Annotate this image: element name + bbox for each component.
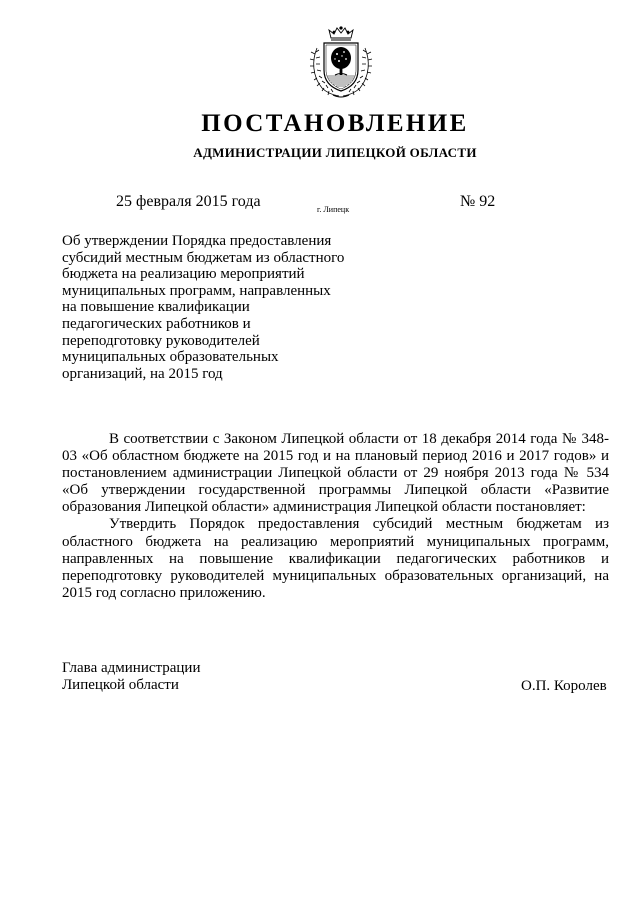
resolution-paragraph: Утвердить Порядок предоставления субсидий местным бюджетам из областного бюджета на реализацию мероприятий муниципальных программ, направленных на повышение квалификации педагогических работников и переподготовку руководителей муниципальных образовательных организаций, на 2015 год согласно приложению. — [62, 516, 609, 601]
document-date: 25 февраля 2015 года — [116, 193, 261, 210]
title-line: Об утверждении Порядка предоставления — [62, 233, 332, 249]
signatory-name: О.П. Королев — [521, 678, 607, 694]
preamble-paragraph: В соответствии с Законом Липецкой области от 18 декабря 2014 года № 348-03 «Об областном бюджете на 2015 год и на плановый период 2016 и 2017 годов» и постановлением администрации Липецкой области от 29 ноября 2013 года № 534 «Об утверждении государственной программы Липецкой области «Развитие образования Липецкой области» администрация Липецкой области постановляет: — [62, 431, 609, 516]
document-title — [62, 233, 362, 382]
title-line: муниципальных образовательных — [62, 349, 279, 366]
document-type-heading: ПОСТАНОВЛЕНИЕ — [201, 110, 469, 137]
title-line: переподготовку руководителей — [62, 332, 260, 349]
signatory-position — [62, 660, 200, 695]
title-line: организаций, на 2015 год — [62, 365, 223, 382]
title-line: бюджета на реализацию мероприятий — [62, 266, 305, 283]
document-number: № 92 — [460, 193, 496, 210]
title-line: муниципальных программ, направленных — [62, 282, 331, 299]
coat-of-arms-emblem — [309, 26, 373, 100]
title-line: субсидий местным бюджетам из областного — [62, 249, 345, 266]
document-body — [62, 431, 609, 602]
title-line: педагогических работников и — [62, 315, 251, 332]
signatory-position-line: Липецкой области — [62, 677, 179, 694]
signatory-position-line: Глава администрации — [62, 660, 201, 676]
issuing-authority: АДМИНИСТРАЦИИ ЛИПЕЦКОЙ ОБЛАСТИ — [193, 145, 477, 160]
title-line: на повышение квалификации — [62, 299, 250, 316]
document-place: г. Липецк — [317, 205, 350, 214]
